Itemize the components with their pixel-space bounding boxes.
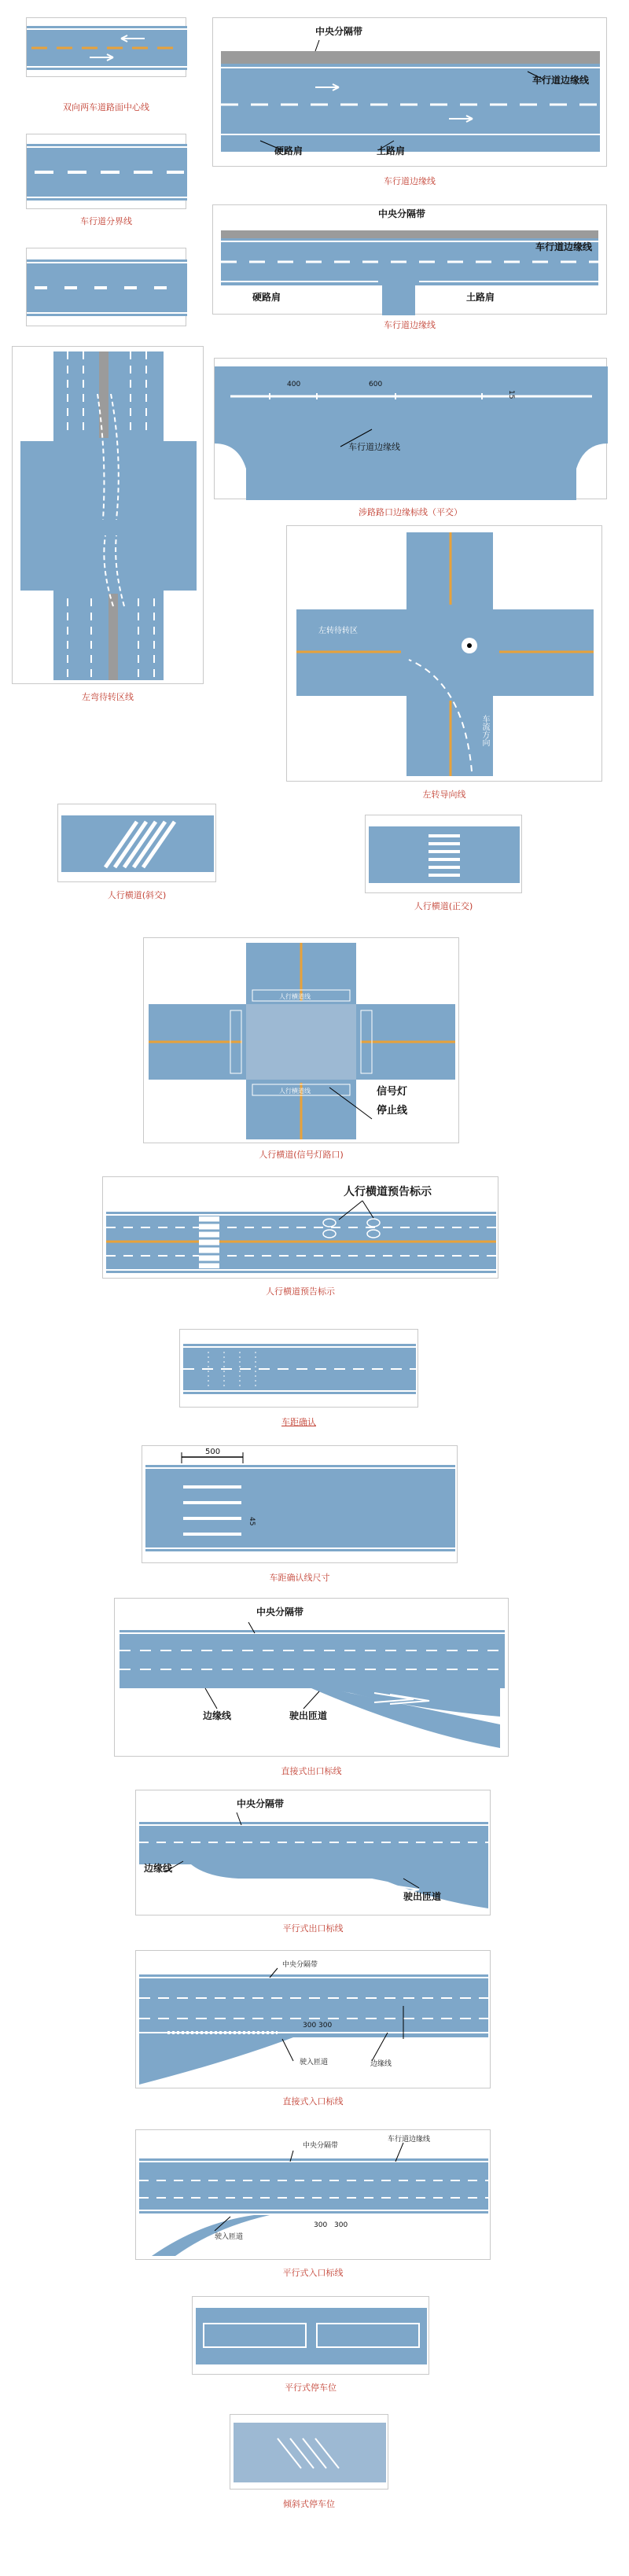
label-hard-shoulder: 硬路肩 [274, 145, 303, 156]
distance-size-panel [142, 1445, 458, 1563]
label-exit-lane-2: 驶出匝道 [403, 1891, 442, 1902]
label-entry-lane-2: 驶入匝道 [215, 2233, 244, 2241]
label-dim-300-300: 300 300 [303, 2022, 333, 2030]
label-crosswalk-warning: 人行横道预告标示 [344, 1186, 432, 1198]
caption-distance-size: 车距确认线尺寸 [269, 1573, 330, 1583]
crosswalk-warning-panel [102, 1176, 498, 1279]
label-exit-lane: 驶出匝道 [289, 1710, 328, 1721]
edge-line-panel [212, 17, 607, 167]
crosswalk-orthogonal-panel [365, 815, 522, 893]
caption-crosswalk-oblique: 人行横道(斜交) [107, 890, 167, 900]
direct-exit-panel [114, 1598, 509, 1757]
caption-crosswalk-orthogonal: 人行横道(正交) [414, 901, 473, 911]
caption-left-turn-wait: 左弯待转区线 [82, 692, 134, 702]
caption-intersection-edge: 涉路路口边缘标线（平交） [359, 507, 462, 517]
label-dim-15: 15 [507, 390, 515, 399]
caption-left-turn-guide: 左转导向线 [422, 789, 466, 800]
caption-direct-exit: 直接式出口标线 [281, 1766, 342, 1776]
distance-confirm-diagram [180, 1330, 419, 1408]
label-median: 中央分隔带 [315, 26, 363, 37]
caption-direct-entrance: 直接式入口标线 [282, 2096, 344, 2107]
label-crosswalk-1: 人行横道线 [279, 993, 311, 1000]
crosswalk-oblique-panel [57, 804, 216, 882]
left-turn-guide-panel [286, 525, 602, 782]
intersection-edge-diagram [215, 359, 608, 500]
crosswalk-orthogonal-diagram [366, 815, 523, 894]
intersection-edge-panel [214, 358, 607, 499]
label-edge-4: 边缘线 [370, 2060, 392, 2068]
caption-center-line: 双向两车道路面中心线 [63, 102, 149, 112]
caption-distance-confirm: 车距确认 [281, 1417, 316, 1427]
crosswalk-warning-diagram [103, 1177, 499, 1279]
label-left-turn-wait-2: 左转待转区 [318, 627, 358, 635]
label-dim-500: 500 [205, 1448, 221, 1456]
lane-divider-2-diagram [27, 248, 187, 327]
label-edge-line-2: 车行道边缘线 [535, 241, 593, 252]
label-soil-shoulder-2: 土路肩 [466, 292, 495, 303]
label-hard-shoulder-2: 硬路肩 [252, 292, 281, 303]
caption-parallel-exit: 平行式出口标线 [282, 1923, 344, 1934]
label-signal: 信号灯 [377, 1086, 408, 1098]
angled-parking-diagram [230, 2415, 389, 2490]
label-lane-flow-2: 车流方向 [480, 715, 489, 746]
label-edge-2: 边缘线 [203, 1710, 232, 1721]
label-stop-line: 停止线 [377, 1105, 408, 1117]
parallel-exit-panel [135, 1790, 491, 1915]
label-dim-600: 600 [369, 381, 383, 388]
angled-parking-panel [230, 2414, 388, 2490]
label-lane-flow: 车流方向 [171, 614, 180, 646]
label-dim-300: 300 [314, 2221, 328, 2229]
crosswalk-oblique-diagram [58, 804, 217, 883]
edge-line-diagram [213, 18, 608, 167]
label-edge-line-4: 车行道边缘线 [388, 2136, 431, 2144]
parallel-entrance-panel [135, 2129, 491, 2260]
direct-exit-diagram [115, 1599, 509, 1757]
label-median-5: 中央分隔带 [282, 1961, 318, 1969]
label-edge-3: 边缘线 [144, 1863, 173, 1874]
center-line-diagram [27, 18, 187, 78]
caption-parallel-entrance: 平行式入口标线 [282, 2268, 344, 2278]
left-turn-guide-diagram [287, 526, 603, 782]
label-median-2: 中央分隔带 [378, 208, 426, 219]
distance-confirm-panel [179, 1329, 418, 1408]
signal-crosswalk-panel [143, 937, 459, 1143]
center-line-panel [26, 17, 186, 77]
label-median-4: 中央分隔带 [237, 1798, 285, 1809]
lane-divider-2-panel [26, 248, 186, 326]
direct-entrance-diagram [136, 1951, 491, 2089]
label-dim-400: 400 [287, 381, 301, 388]
label-median-6: 中央分隔带 [303, 2142, 339, 2150]
caption-angled-parking: 倾斜式停车位 [283, 2499, 335, 2509]
label-entry-lane: 驶入匝道 [300, 2059, 329, 2066]
caption-edge-line: 车行道边缘线 [384, 176, 436, 186]
signal-crosswalk-diagram [144, 938, 460, 1144]
label-dim-45: 45 [248, 1517, 256, 1526]
caption-crosswalk-warning: 人行横道预告标示 [266, 1286, 335, 1297]
distance-size-diagram [142, 1446, 458, 1564]
label-dim-300b: 300 [334, 2221, 348, 2229]
caption-edge-line-2: 车行道边缘线 [384, 320, 436, 330]
label-median-3: 中央分隔带 [256, 1606, 304, 1617]
left-turn-wait-panel [12, 346, 204, 684]
caption-parallel-parking: 平行式停车位 [285, 2383, 337, 2393]
lane-divider-panel [26, 134, 186, 209]
caption-lane-divider: 车行道分界线 [80, 216, 132, 226]
edge-line-t-panel [212, 204, 607, 315]
label-left-turn-wait: 左转待转区 [35, 362, 43, 402]
label-crosswalk-2: 人行横道线 [279, 1087, 311, 1095]
caption-signal-crosswalk: 人行横道(信号灯路口) [259, 1150, 344, 1160]
parallel-parking-diagram [193, 2297, 430, 2375]
label-edge-line: 车行道边缘线 [532, 75, 590, 86]
label-edge-line-3: 车行道边缘线 [348, 442, 400, 452]
label-soil-shoulder: 土路肩 [377, 145, 406, 156]
direct-entrance-panel [135, 1950, 491, 2088]
lane-divider-diagram [27, 134, 187, 210]
parallel-parking-panel [192, 2296, 429, 2375]
